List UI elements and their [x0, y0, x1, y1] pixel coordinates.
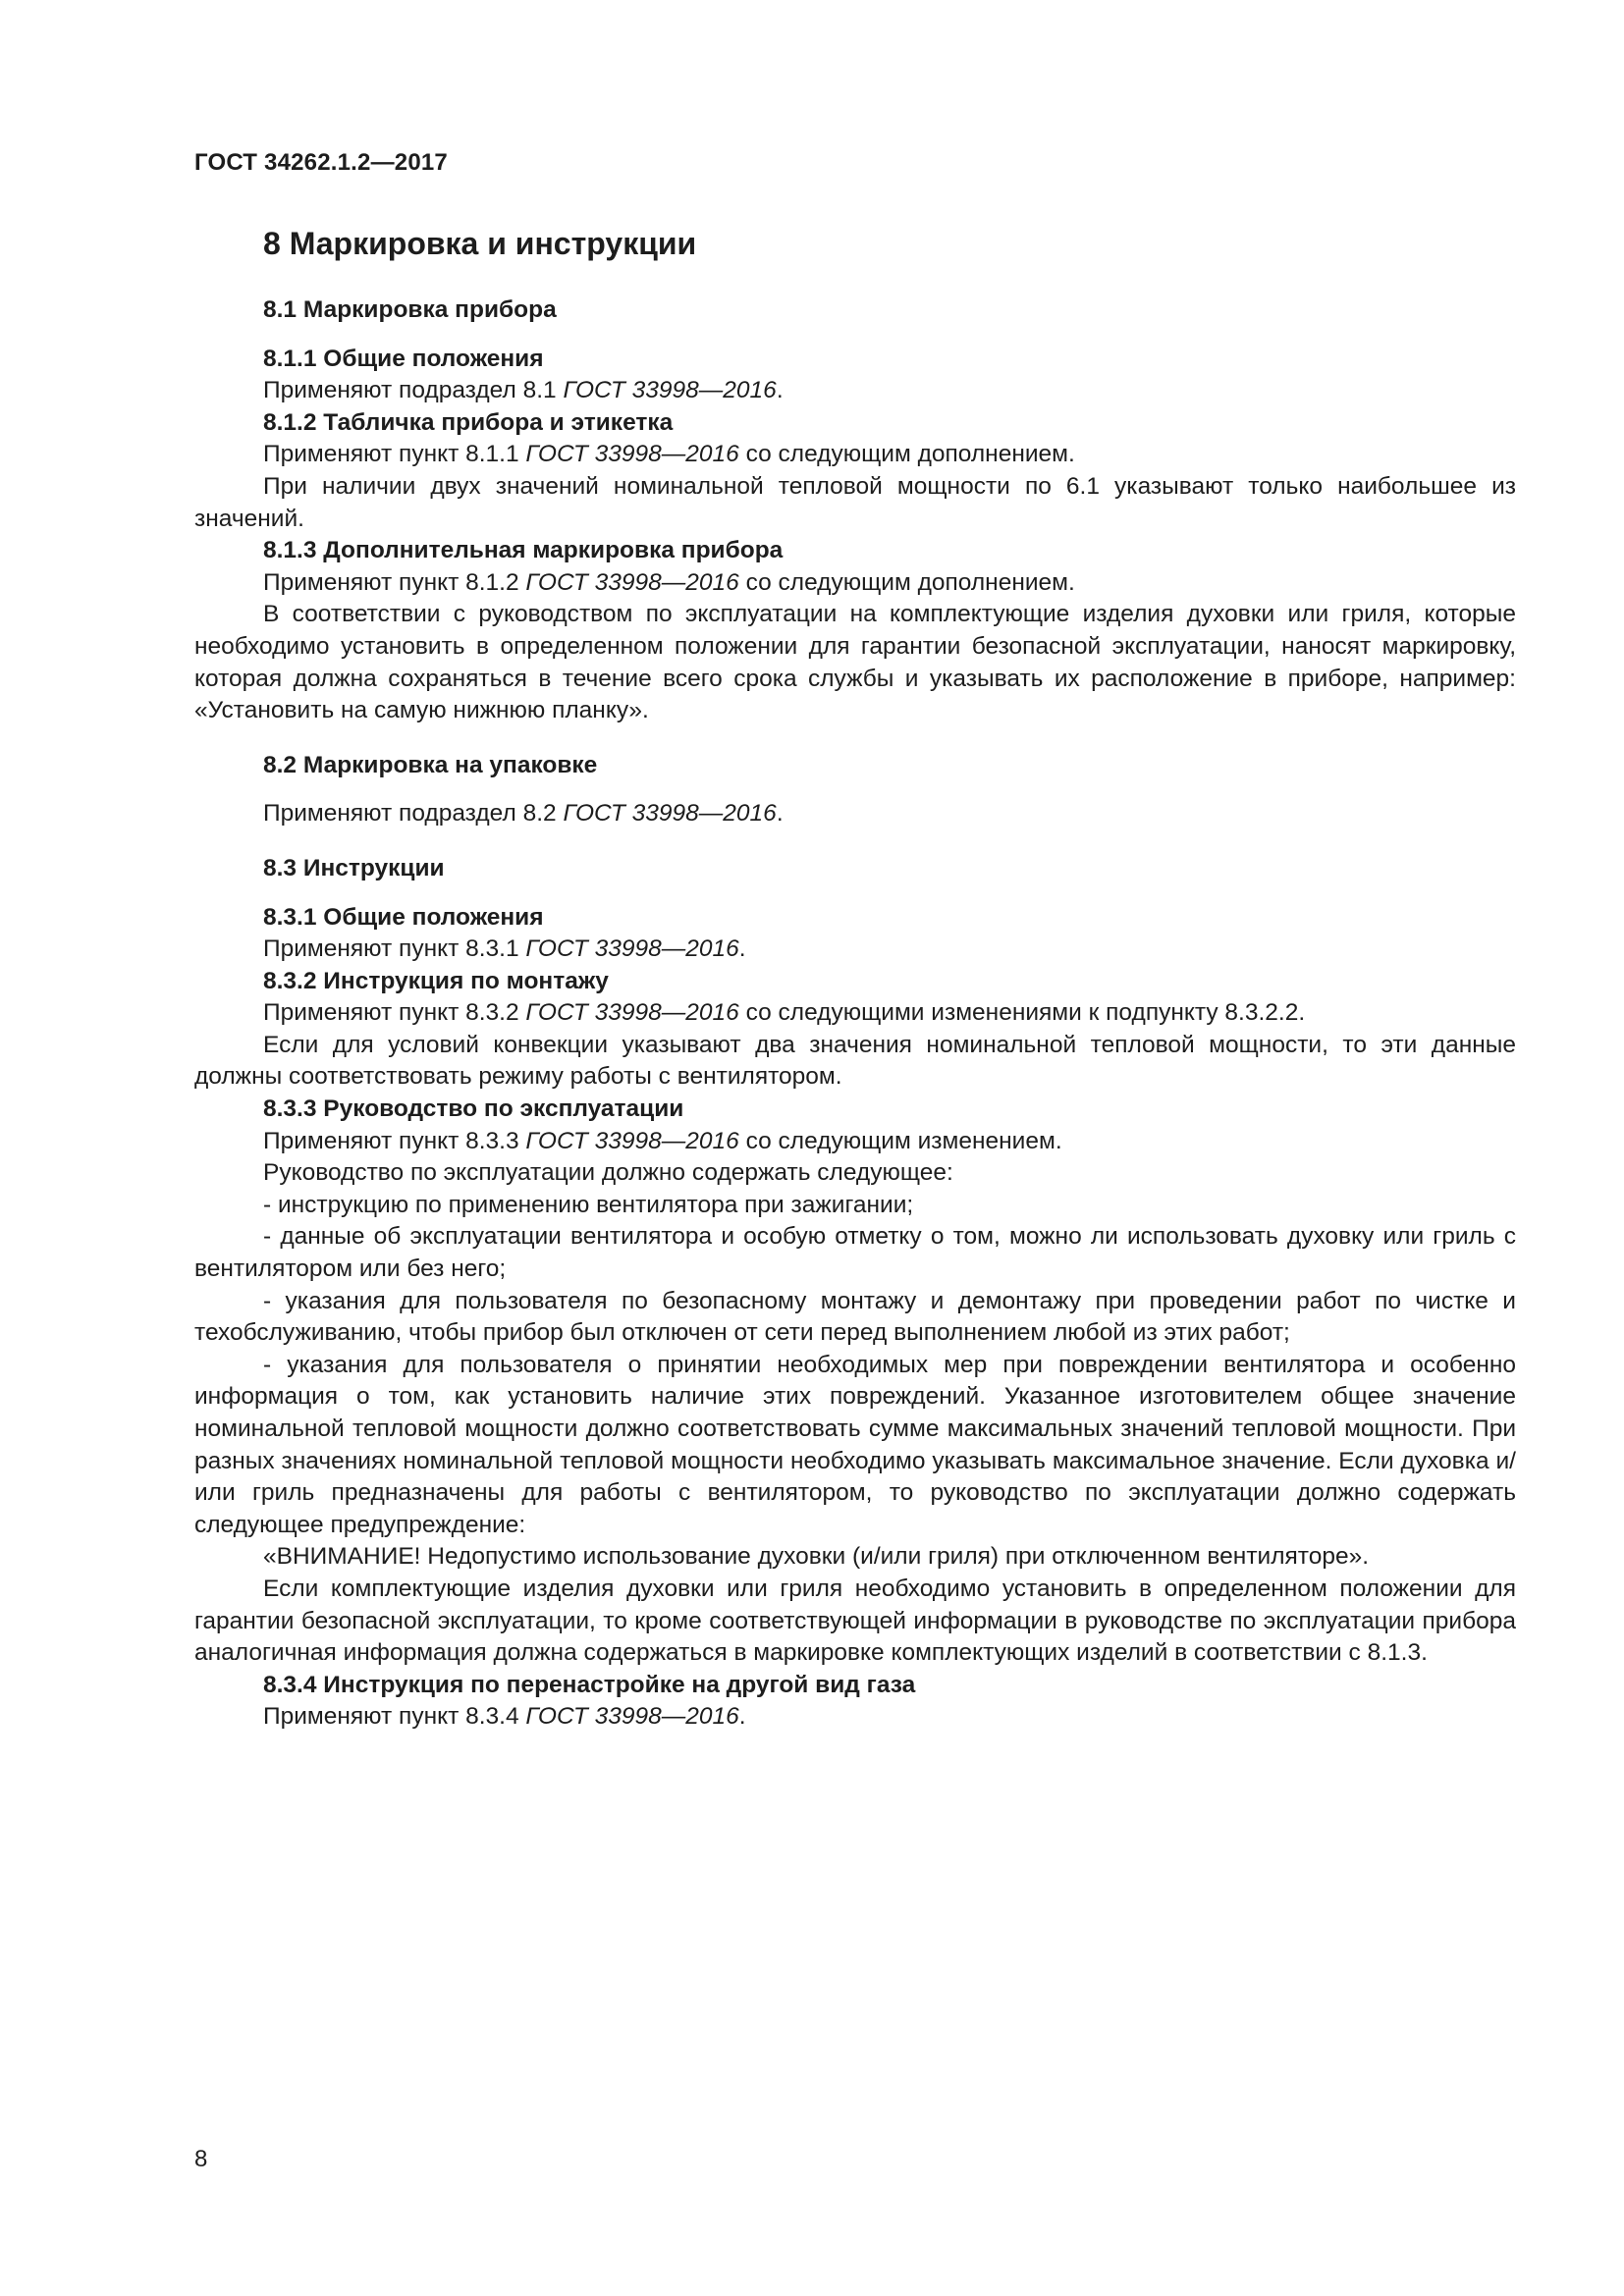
clause-title-8-3-3: 8.3.3 Руководство по эксплуатации: [263, 1095, 684, 1123]
warning-text: «ВНИМАНИЕ! Недопустимо использование духовки (и/или гриля) при отключенном вентиляторе».: [263, 1543, 1370, 1571]
clause-title-8-3-1: 8.3.1 Общие положения: [263, 903, 544, 931]
paragraph: Если комплектующие изделия духовки или гриля необходимо установить в определенном положении для гарантии безопасной эксплуатации, то кроме соответствующей информации в руководстве по эксплуатации прибора аналогичная информация должна содержаться в маркировке комплектующих изделий в соответствии с 8.1.3.: [194, 1575, 1516, 1667]
running-header: ГОСТ 34262.1.2—2017: [194, 149, 448, 176]
clause-title-8-3-2: 8.3.2 Инструкция по монтажу: [263, 967, 609, 994]
paragraph: Применяют подраздел 8.2 ГОСТ 33998—2016.: [263, 800, 784, 828]
paragraph: Если для условий конвекции указывают два значения номинальной тепловой мощности, то эти данные должны соответствовать режиму работы с вентилятором.: [194, 1031, 1516, 1091]
paragraph: Применяют пункт 8.3.3 ГОСТ 33998—2016 со следующим изменением.: [263, 1127, 1062, 1154]
standard-reference: ГОСТ 33998—2016: [563, 800, 777, 828]
subsection-title-8-3: 8.3 Инструкции: [263, 854, 445, 881]
paragraph: Применяют пункт 8.3.2 ГОСТ 33998—2016 со следующими изменениями к подпункту 8.3.2.2.: [263, 999, 1306, 1027]
list-item: - указания для пользователя о принятии необходимых мер при повреждении вентилятора и особенно информация о том, как установить наличие этих повреждений. Указанное изготовителем общее значение номинальной тепловой мощности должно соответствовать сумме максимальных значений тепловой мощности. При разных значениях номинальной тепловой мощности необходимо указывать максимальное значение. Если духовка и/или гриль предназначены для работы с вентилятором, то руководство по эксплуатации должно содержать следующее предупреждение:: [194, 1351, 1516, 1538]
paragraph: Применяют пункт 8.1.2 ГОСТ 33998—2016 со следующим дополнением.: [263, 568, 1075, 596]
paragraph: В соответствии с руководством по эксплуатации на комплектующие изделия духовки или гриля, которые необходимо установить в определенном положении для гарантии безопасной эксплуатации, наносят маркировку, которая должна сохраняться в течение всего срока службы и указывать их расположение в приборе, например: «Установить на самую нижнюю планку».: [194, 601, 1516, 724]
section-title: 8 Маркировка и инструкции: [263, 226, 697, 261]
paragraph: При наличии двух значений номинальной тепловой мощности по 6.1 указывают только наибольшее из значений.: [194, 472, 1516, 532]
list-item: - указания для пользователя по безопасному монтажу и демонтажу при проведении работ по чистке и техобслуживанию, чтобы прибор был отключен от сети перед выполнением любой из этих работ;: [194, 1287, 1516, 1347]
standard-reference: ГОСТ 33998—2016: [525, 999, 739, 1027]
paragraph: Применяют пункт 8.3.1 ГОСТ 33998—2016.: [263, 935, 746, 963]
standard-reference: ГОСТ 33998—2016: [563, 377, 777, 404]
paragraph: Применяют пункт 8.3.4 ГОСТ 33998—2016.: [263, 1703, 746, 1731]
standard-reference: ГОСТ 33998—2016: [525, 1127, 739, 1154]
list-item: - инструкцию по применению вентилятора при зажигании;: [263, 1191, 914, 1218]
page-number: 8: [194, 2146, 208, 2172]
list-item: - данные об эксплуатации вентилятора и особую отметку о том, можно ли использовать духовку или гриль с вентилятором или без него;: [194, 1223, 1516, 1283]
subsection-title-8-1: 8.1 Маркировка прибора: [263, 296, 557, 323]
standard-reference: ГОСТ 33998—2016: [525, 568, 739, 596]
clause-title-8-1-2: 8.1.2 Табличка прибора и этикетка: [263, 408, 674, 436]
standard-reference: ГОСТ 33998—2016: [525, 441, 739, 468]
paragraph: Руководство по эксплуатации должно содержать следующее:: [263, 1159, 953, 1187]
clause-title-8-1-3: 8.1.3 Дополнительная маркировка прибора: [263, 537, 784, 564]
standard-reference: ГОСТ 33998—2016: [525, 1703, 739, 1731]
standard-reference: ГОСТ 33998—2016: [525, 935, 739, 963]
clause-title-8-1-1: 8.1.1 Общие положения: [263, 345, 544, 372]
subsection-title-8-2: 8.2 Маркировка на упаковке: [263, 751, 598, 778]
document-body: [194, 294, 1516, 1734]
clause-title-8-3-4: 8.3.4 Инструкция по перенастройке на другой вид газа: [263, 1671, 916, 1698]
paragraph: Применяют пункт 8.1.1 ГОСТ 33998—2016 со следующим дополнением.: [263, 441, 1075, 468]
paragraph: Применяют подраздел 8.1 ГОСТ 33998—2016.: [263, 377, 784, 404]
